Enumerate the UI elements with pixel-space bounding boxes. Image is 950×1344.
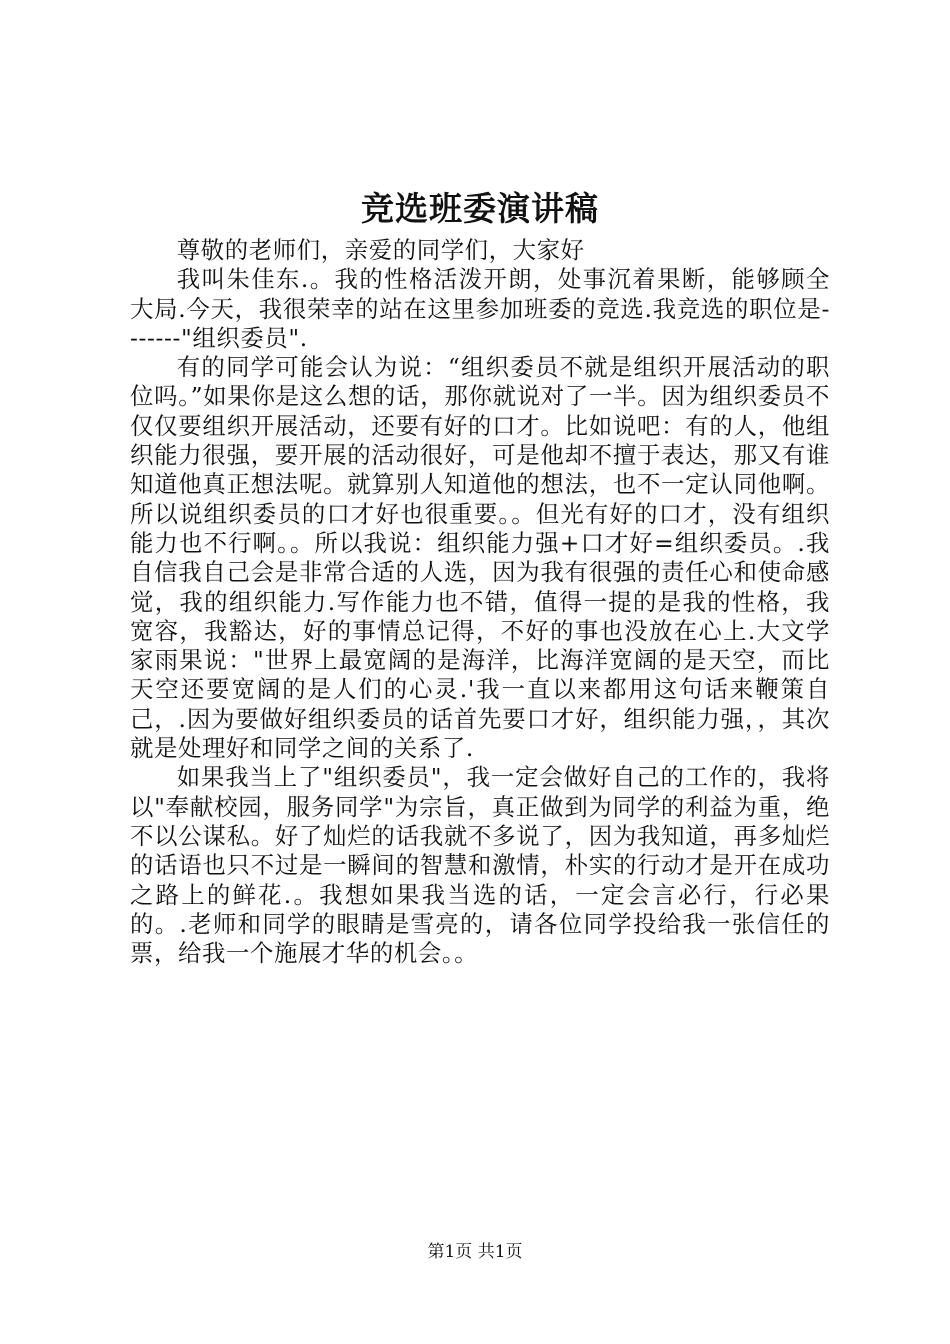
introduction-paragraph: 我叫朱佳东.。我的性格活泼开朗，处事沉着果断，能够顾全大局.今天，我很荣幸的站在这里参加班委的竞选.我竞选的职位是-------"组织委员". [130,265,830,352]
page-number-footer: 第1页 共1页 [427,1242,523,1262]
closing-paragraph: 如果我当上了"组织委员"，我一定会做好自己的工作的，我将以"奉献校园，服务同学"为宗旨，真正做到为同学的利益为重，绝不以公谋私。好了灿烂的话我就不多说了，因为我知道，再多灿烂的话语也只不过是一瞬间的智慧和激情，朴实的行动才是开在成功之路上的鲜花.。我想如果我当选的话，一定会言必行，行必果的。.老师和同学的眼睛是雪亮的，请各位同学投给我一张信任的票，给我一个施展才华的机会。。 [130,763,830,968]
greeting-paragraph: 尊敬的老师们，亲爱的同学们，大家好 [176,236,585,264]
argument-paragraph: 有的同学可能会认为说：“组织委员不就是组织开展活动的职位吗。”如果你是这么想的话，那你就说对了一半。因为组织委员不仅仅要组织开展活动，还要有好的口才。比如说吧：有的人，他组织能力很强，要开展的活动很好，可是他却不擅于表达，那又有谁知道他真正想法呢。就算别人知道他的想法，也不一定认同他啊。所以说组织委员的口才好也很重要。。但光有好的口才，没有组织能力也不行啊。。所以我说：组织能力强+口才好=组织委员。.我自信我自己会是非常合适的人选，因为我有很强的责任心和使命感觉，我的组织能力.写作能力也不错，值得一提的是我的性格，我宽容，我豁达，好的事情总记得，不好的事也没放在心上.大文学家雨果说："世界上最宽阔的是海洋，比海洋宽阔的是天空，而比天空还要宽阔的是人们的心灵.'我一直以来都用这句话来鞭策自己，.因为要做好组织委员的话首先要口才好，组织能力强，，其次就是处理好和同学之间的关系了. [130,353,830,763]
document-body [130,236,830,968]
document-title: 竞选班委演讲稿 [361,189,599,228]
